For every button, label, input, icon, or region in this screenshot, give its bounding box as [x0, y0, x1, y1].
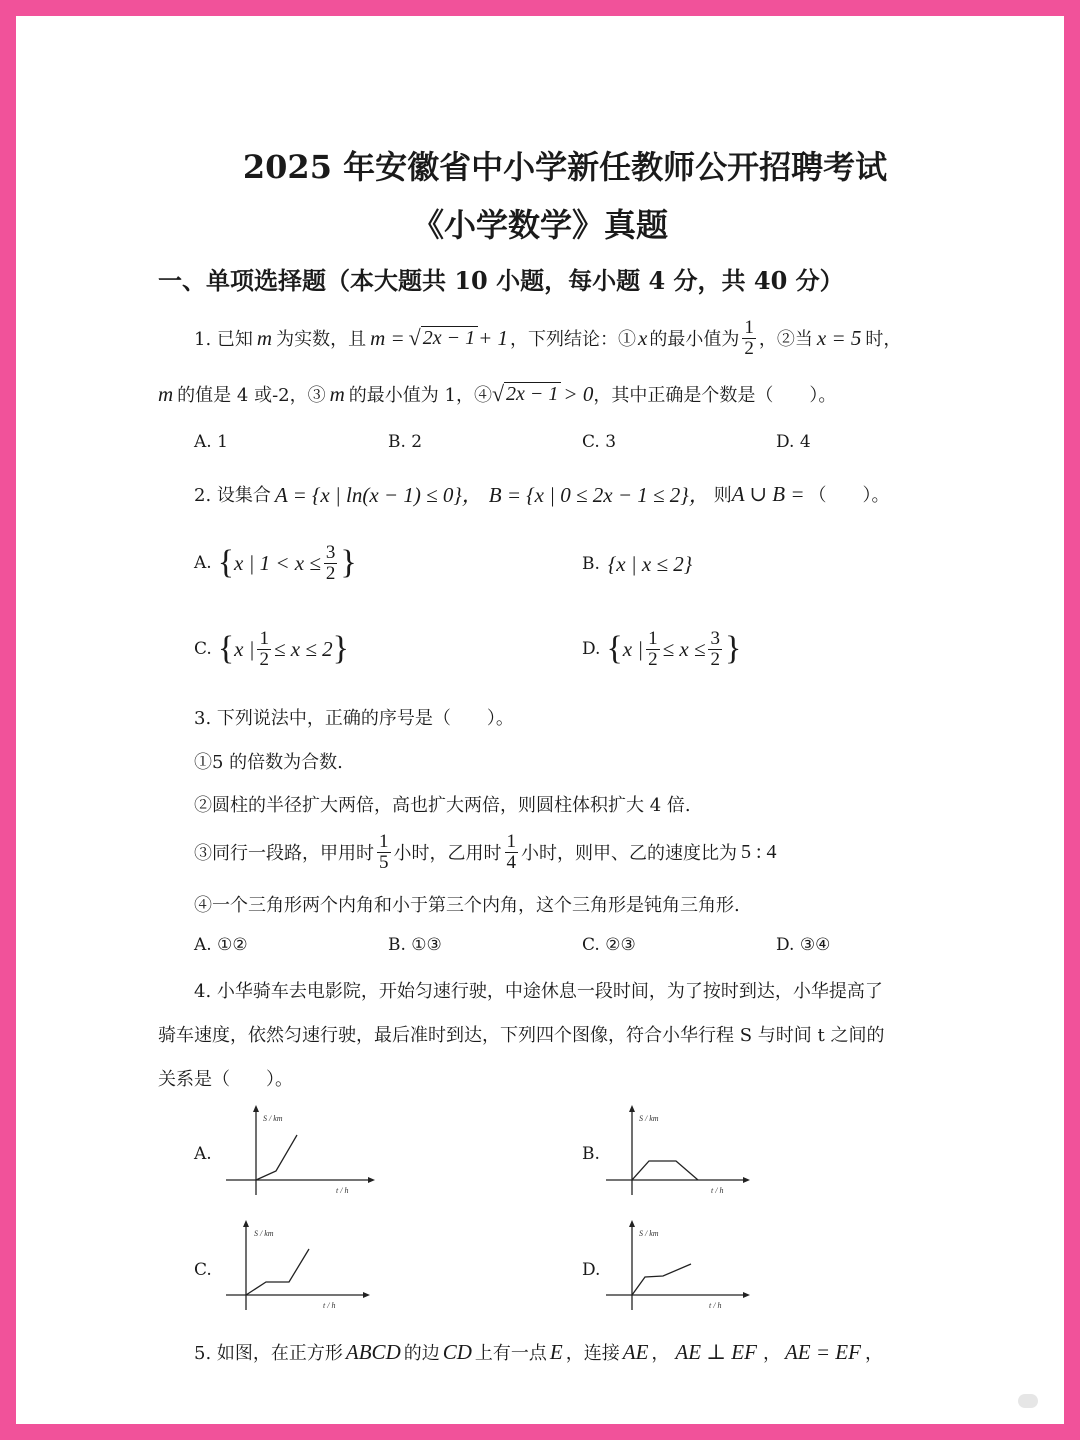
q3-option-d[interactable]: D. ③④: [776, 935, 831, 955]
q1-option-d[interactable]: D. 4: [776, 432, 811, 452]
q1-text: 的值是 4 或-2，③: [177, 385, 326, 406]
graph-b-x-label: t / h: [711, 1186, 724, 1195]
q1-sqrt-radicand: 2x − 1: [421, 326, 478, 350]
q2-set-b: B = {x | 0 ≤ 2x − 1 ≤ 2}，: [488, 483, 710, 507]
graph-a-x-arrow: [368, 1177, 375, 1183]
graph-a-y-arrow: [253, 1105, 259, 1112]
brace-open: {: [606, 630, 623, 667]
graph-c-y-arrow: [243, 1220, 249, 1227]
graph-c-x-arrow: [363, 1292, 370, 1298]
q1-var-m: m: [158, 381, 174, 406]
q1-text: ，其中正确是个数是（ ）。: [593, 385, 837, 406]
graph-b-label[interactable]: B.: [582, 1144, 600, 1164]
exam-title: 2025 年安徽省中小学新任教师公开招聘考试: [242, 148, 888, 186]
question-5-line1: 5. 如图，在正方形 ABCD 的边 CD 上有一点 E ，连接 AE ， AE ⊥ EF ， AE = EF ，: [194, 1339, 883, 1364]
graph-a-label[interactable]: A.: [194, 1144, 212, 1164]
question-4-line3: 关系是（ ）。: [158, 1069, 293, 1090]
q1-option-c[interactable]: C. 3: [582, 432, 617, 452]
q1-text: 的最小值为 1，④: [348, 385, 492, 406]
graph-c-line: [246, 1249, 309, 1295]
q3-statement-2: ②圆柱的半径扩大两倍，高也扩大两倍，则圆柱体积扩大 4 倍.: [194, 795, 691, 816]
q1-eq-lhs: m =: [370, 325, 405, 350]
q2-set-a: A = {x | ln(x − 1) ≤ 0}，: [274, 483, 483, 507]
watermark-icon: [1018, 1394, 1038, 1408]
question-4-line1: 4. 小华骑车去电影院，开始匀速行驶，中途休息一段时间，为了按时到达，小华提高了: [194, 981, 883, 1002]
question-2-stem: [194, 476, 890, 512]
q1-fraction: $\frac{1}{2}$: [744, 316, 754, 359]
sqrt-symbol: √: [491, 381, 505, 406]
q2-text: （ ）。: [808, 485, 890, 506]
q2-option-d[interactable]: D. { x | $\frac{1}{2}$ ≤ x ≤ $\frac{3}{2}$ }: [582, 627, 742, 670]
q1-text: 1. 已知: [194, 329, 253, 350]
q2-union: A ∪ B =: [731, 481, 805, 506]
q1-x-equals-5: x = 5: [816, 325, 862, 350]
graph-d-label[interactable]: D.: [582, 1260, 601, 1280]
graph-d-y-arrow: [629, 1220, 635, 1227]
q1-sqrt-radicand: 2x − 1: [504, 382, 561, 406]
graph-b-line: [632, 1161, 698, 1180]
brace-close: }: [332, 630, 349, 667]
sqrt-symbol: √: [408, 325, 421, 350]
graph-a-y-label: S / km: [263, 1114, 283, 1123]
graph-c-x-label: t / h: [323, 1301, 336, 1310]
brace-open: {: [217, 630, 235, 667]
graph-b[interactable]: [601, 1101, 761, 1201]
graph-c[interactable]: [221, 1216, 381, 1316]
q3-statement-4: ④一个三角形两个内角和小于第三个内角，这个三角形是钝角三角形.: [194, 895, 740, 916]
q1-option-b[interactable]: B. 2: [388, 432, 423, 452]
q1-option-a[interactable]: A. 1: [194, 432, 228, 452]
brace-open: {: [217, 544, 235, 581]
graph-b-y-label: S / km: [639, 1114, 659, 1123]
section-heading: 一、单项选择题（本大题共 10 小题，每小题 4 分，共 40 分）: [158, 266, 844, 295]
exam-subtitle: 《小学数学》真题: [411, 206, 668, 244]
q2-option-a[interactable]: A. { x | 1 < x ≤ $\frac{3}{2}$ }: [194, 541, 357, 584]
question-3-stem: 3. 下列说法中，正确的序号是（ ）。: [194, 708, 514, 729]
q1-var-m: m: [329, 381, 345, 406]
graph-d-x-label: t / h: [709, 1301, 722, 1310]
graph-d-line: [632, 1264, 691, 1295]
q2-option-b[interactable]: B. {x | x ≤ 2}: [582, 551, 693, 576]
graph-d[interactable]: [601, 1216, 761, 1316]
q1-text: 时，: [865, 329, 902, 350]
question-1-line2: [158, 376, 836, 412]
graph-c-y-label: S / km: [254, 1229, 274, 1238]
q1-text: ，下列结论：①: [510, 329, 637, 350]
q1-eq-rhs: + 1: [478, 325, 509, 350]
q2-option-c[interactable]: C. { x | $\frac{1}{2}$ ≤ x ≤ 2 }: [194, 627, 349, 670]
q2-text: 2. 设集合: [194, 485, 271, 506]
question-4-line2: 骑车速度，依然匀速行驶，最后准时到达，下列四个图像，符合小华行程 S 与时间 t 之间的: [158, 1025, 885, 1046]
graph-d-x-arrow: [743, 1292, 750, 1298]
q1-var-x: x: [638, 325, 648, 350]
graph-b-x-arrow: [743, 1177, 750, 1183]
q1-text: 的最小值为: [649, 329, 740, 350]
graph-b-y-arrow: [629, 1105, 635, 1112]
graph-a-x-label: t / h: [336, 1186, 349, 1195]
brace-close: }: [340, 544, 357, 581]
q1-text: ，②当: [758, 329, 813, 350]
exam-paper: [16, 16, 1064, 1424]
q3-option-c[interactable]: C. ②③: [582, 935, 636, 955]
graph-c-label[interactable]: C.: [194, 1260, 212, 1280]
q3-option-b[interactable]: B. ①③: [388, 935, 442, 955]
graph-d-y-label: S / km: [639, 1229, 659, 1238]
q1-text: 为实数，且: [276, 329, 367, 350]
graph-a[interactable]: [221, 1101, 381, 1201]
brace-close: }: [724, 630, 742, 667]
q1-inequality: > 0: [563, 381, 594, 406]
q3-option-a[interactable]: A. ①②: [194, 935, 248, 955]
q2-text: 则: [713, 485, 732, 506]
q3-statement-3: ③同行一段路，甲用时 $\frac{1}{5}$ 小时，乙用时 $\frac{1}{4}$ 小时，则甲、乙的速度比为 5 : 4: [194, 830, 777, 873]
question-1-line1: [194, 316, 901, 360]
q1-var-m: m: [256, 325, 273, 350]
q3-statement-1: ①5 的倍数为合数.: [194, 752, 343, 773]
graph-a-line: [256, 1135, 297, 1180]
